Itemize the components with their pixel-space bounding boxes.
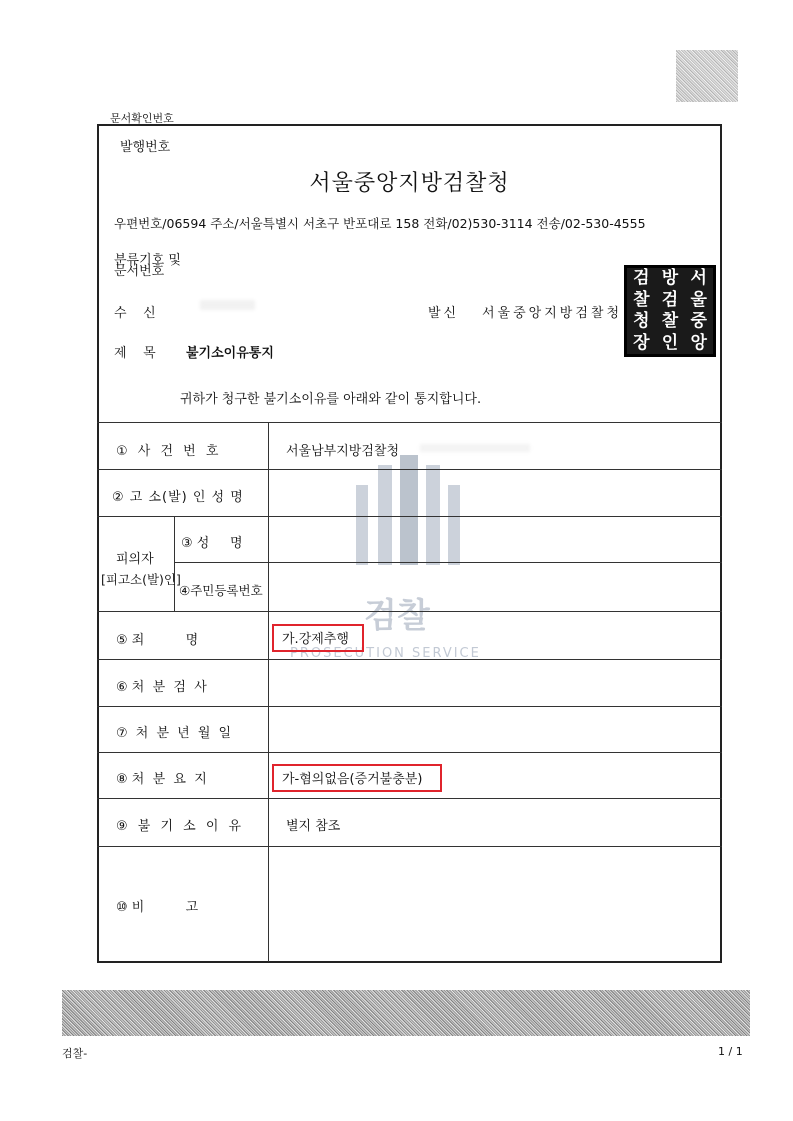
charge-value: 가.강제추행 [282,632,349,647]
table-line [268,422,269,962]
table-line [97,469,722,470]
seal-char: 찰 [661,311,679,331]
disposition-date-label: ⑦ 처 분 년 월 일 [116,726,234,741]
watermark-emblem [356,455,466,575]
recipient-label: 수 신 [114,306,156,321]
table-line [174,562,722,563]
suspect-group-label: 피의자 [116,552,154,567]
seal-char: 찰 [633,289,650,310]
issue-number-label: 발행번호 [120,140,171,155]
table-line [97,611,722,612]
official-seal [624,265,716,357]
watermark-bar [356,485,368,565]
seal-char: 앙 [690,332,707,353]
reason-label: ⑨ 불 기 소 이 유 [116,819,245,834]
seal-char: 중 [690,311,707,331]
table-line [97,752,722,753]
watermark-english: PROSECUTION SERVICE [290,646,481,661]
case-number-redacted [420,444,530,452]
watermark-bar [400,455,418,565]
seal-char: 울 [690,289,707,310]
subject-label: 제 목 [114,346,156,361]
table-line [97,706,722,707]
watermark-bar [426,465,440,565]
seal-char: 서 [690,268,707,288]
suspect-group-sublabel: [피고소(발)인] [101,572,181,587]
seal-char: 장 [633,332,650,353]
agency-title: 서울중앙지방검찰청 [309,171,510,196]
case-number-value: 서울남부지방검찰청 [286,444,400,459]
seal-char: 검 [661,289,679,310]
page-number: 1 / 1 [718,1045,743,1058]
intro-text: 귀하가 청구한 불기소이유를 아래와 같이 통지합니다. [180,392,482,407]
table-line [97,422,722,423]
classification-label-1: 분류기호 및 [114,253,181,268]
disposition-summary-value: 가-혐의없음(증거불충분) [282,772,423,787]
seal-char: 인 [661,332,679,353]
table-line [97,798,722,799]
complainant-label: ② 고 소(발) 인 성 명 [112,490,244,505]
subject-value: 불기소이유통지 [186,346,274,361]
seal-char: 검 [633,268,650,288]
disposition-summary-label: ⑧ 처 분 요 지 [116,772,207,787]
sender-name: 서울중앙지방검찰청 [482,306,623,321]
corner-scan-mark [676,50,738,102]
scanned-noise-band [62,990,750,1036]
table-line [174,516,175,611]
reason-value: 별지 참조 [286,819,341,834]
recipient-redacted [200,300,255,310]
sender-label: 발신 [428,306,460,321]
case-number-label: ① 사 건 번 호 [116,444,222,459]
footer-left-text: 검찰- [62,1047,88,1060]
remarks-label: ⑩ 비 고 [116,900,199,915]
table-line [97,659,722,660]
seal-char: 방 [661,268,679,288]
charge-label: ⑤ 죄 명 [116,633,199,648]
watermark-bar [448,485,460,565]
watermark-bar [378,465,392,565]
table-line [97,846,722,847]
seal-char: 청 [633,311,650,331]
suspect-name-label: ③ 성 명 [181,536,243,551]
doc-check-number-label: 문서확인번호 [110,112,174,125]
classification-label-2: 문서번호 [114,264,165,279]
watermark-korean: 검찰 [364,596,430,636]
prosecutor-label: ⑥ 처 분 검 사 [116,680,207,695]
resident-number-label: ④주민등록번호 [179,583,263,598]
table-line [97,516,722,517]
address-line: 우편번호/06594 주소/서울특별시 서초구 반포대로 158 전화/02)530-3114 전송/02-530-4555 [114,216,646,231]
